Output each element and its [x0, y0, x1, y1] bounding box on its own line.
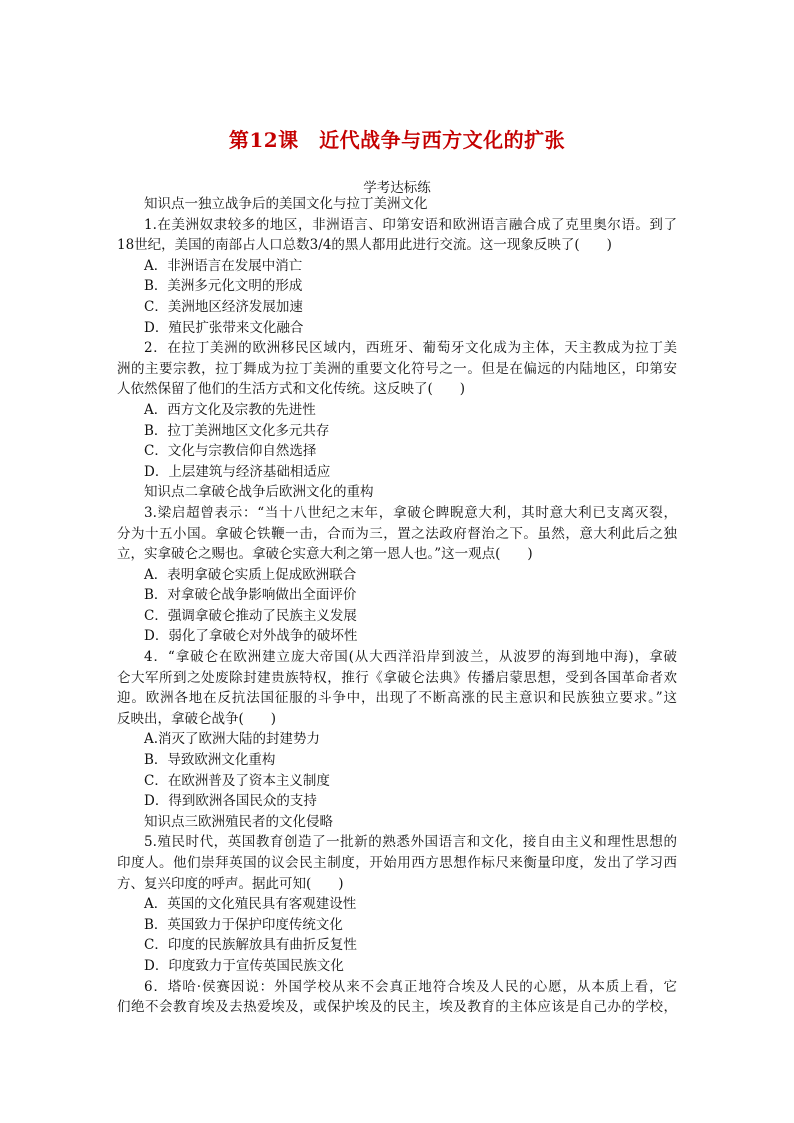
option-d: D．弱化了拿破仑对外战争的破坏性 [144, 628, 358, 645]
document-body [117, 194, 677, 1018]
option-c: C．强调拿破仑推动了民族主义发展 [144, 607, 357, 624]
option-d: D．印度致力于宣传英国民族文化 [144, 957, 344, 974]
question-line: 6．塔哈·侯赛因说：外国学校从来不会真正地符合埃及人民的心愿，从本质上看，它 [144, 978, 677, 995]
question-line: 2．在拉丁美洲的欧洲移民区域内，西班牙、葡萄牙文化成为主体，天主教成为拉丁美 [144, 340, 677, 357]
option-c: C．印度的民族解放具有曲折反复性 [144, 937, 357, 954]
question-line: 5.殖民时代，英国教育创造了一批新的熟悉外国语言和文化，接自由主义和理性思想的 [144, 834, 677, 851]
option-b: B．美洲多元化文明的形成 [144, 278, 303, 295]
option-c: C．文化与宗教信仰自然选择 [144, 443, 317, 460]
question-line: 们绝不会教育埃及去热爱埃及，或保护埃及的民主，埃及教育的主体应该是自己办的学校， [117, 999, 677, 1016]
question-line: 仑大军所到之处废除封建贵族特权，推行《拿破仑法典》传播启蒙思想，受到各国革命者欢 [117, 669, 677, 686]
section-heading: 知识点一独立战争后的美国文化与拉丁美洲文化 [144, 196, 428, 212]
question-line: 3.梁启超曾表示：“当十八世纪之末年，拿破仑睥睨意大利，其时意大利已支离灭裂， [144, 504, 677, 521]
question-line: 4．“拿破仑在欧洲建立庞大帝国(从大西洋沿岸到波兰，从波罗的海到地中海)，拿破 [144, 649, 677, 666]
question-line: 1.在美洲奴隶较多的地区，非洲语言、印第安语和欧洲语言融合成了克里奥尔语。到了 [144, 216, 677, 233]
option-d: D．上层建筑与经济基础相适应 [144, 463, 331, 480]
question-line: 反映出，拿破仑战争( ) [117, 710, 277, 727]
option-c: C．在欧洲普及了资本主义制度 [144, 772, 330, 789]
option-b: B．英国致力于保护印度传统文化 [144, 916, 343, 933]
question-6 [117, 977, 677, 1018]
option-a: A．西方文化及宗教的先进性 [144, 401, 316, 418]
option-a: A．表明拿破仑实质上促成欧洲联合 [144, 566, 357, 583]
option-a: A．非洲语言在发展中消亡 [144, 257, 303, 274]
exercise-subtitle: 学考达标练 [363, 180, 431, 196]
question-line: 人依然保留了他们的生活方式和文化传统。这反映了( ) [117, 381, 466, 398]
question-2 [117, 338, 677, 482]
question-line: 迎。欧洲各地在反抗法国征服的斗争中，出现了不断高涨的民主意识和民族独立要求。”这 [117, 690, 677, 707]
question-line: 立，实拿破仑之赐也。拿破仑实意大利之第一恩人也。”这一观点( ) [117, 546, 533, 563]
option-a: A．英国的文化殖民具有客观建设性 [144, 896, 357, 913]
option-a: A.消灭了欧洲大陆的封建势力 [144, 731, 321, 748]
question-4 [117, 647, 677, 812]
question-line: 印度人。他们崇拜英国的议会民主制度，开始用西方思想作标尺来衡量印度，发出了学习西 [117, 855, 677, 871]
question-line: 分为十五小国。拿破仑铁鞭一击，合而为三，置之法政府督治之下。虽然，意大利此后之独 [117, 525, 677, 542]
section-heading: 知识点二拿破仑战争后欧洲文化的重构 [144, 484, 374, 501]
option-b: B．拉丁美洲地区文化多元共存 [144, 422, 330, 439]
option-c: C．美洲地区经济发展加速 [144, 298, 303, 315]
option-b: B．导致欧洲文化重构 [144, 752, 276, 769]
section-heading: 知识点三欧洲殖民者的文化侵略 [144, 813, 333, 830]
question-1 [117, 215, 677, 339]
option-d: D．得到欧洲各国民众的支持 [144, 793, 317, 810]
question-line: 洲的主要宗教，拉丁舞成为拉丁美洲的重要文化符号之一。但是在偏远的内陆地区，印第安 [117, 360, 677, 377]
option-b: B．对拿破仑战争影响做出全面评价 [144, 587, 357, 604]
option-d: D．殖民扩张带来文化融合 [144, 319, 304, 336]
question-line: 方、复兴印度的呼声。据此可知( ) [117, 875, 344, 892]
question-5 [117, 832, 677, 976]
question-3 [117, 503, 677, 647]
question-line: 18世纪，美国的南部占人口总数3/4的黑人都用此进行交流。这一现象反映了( ) [117, 237, 612, 254]
lesson-title: 第12课 近代战争与西方文化的扩张 [228, 128, 566, 152]
